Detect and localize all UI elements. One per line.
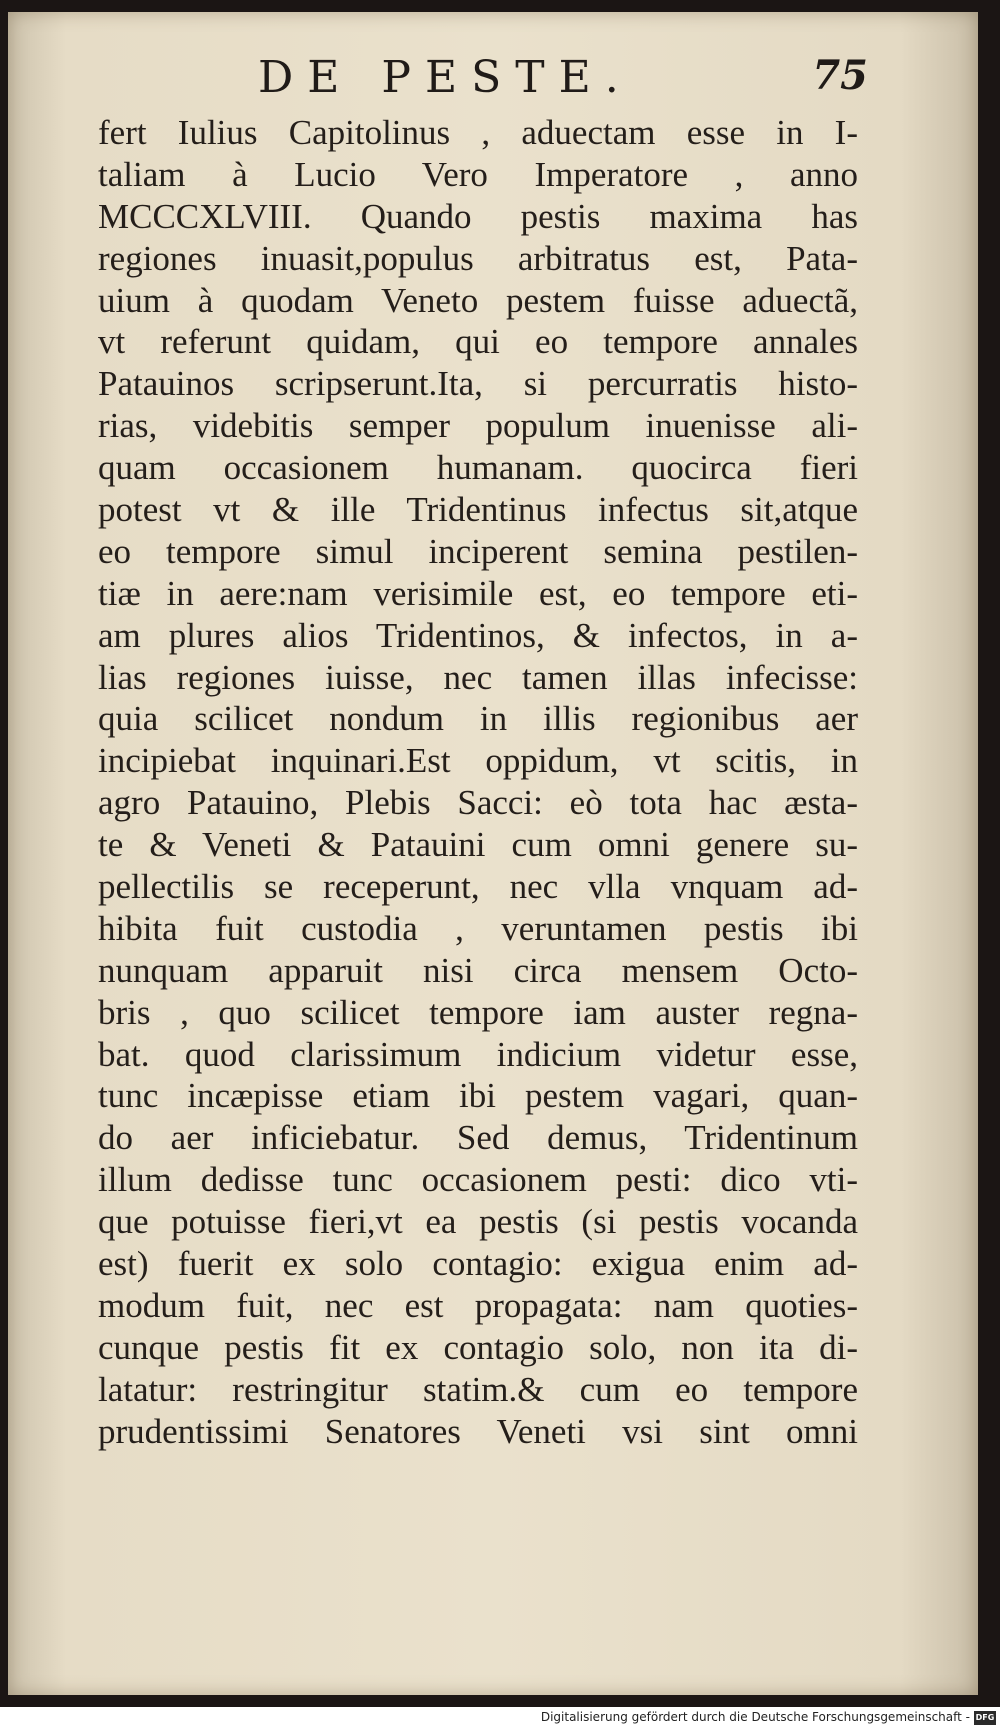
text-line: agro Patauino, Plebis Sacci: eò tota hac æsta- [98, 783, 858, 823]
text-line: prudentissimi Senatores Veneti vsi sint omni [98, 1411, 858, 1451]
text-line: bris , quo scilicet tempore iam auster regna- [98, 992, 858, 1032]
page-number: 75 [812, 52, 868, 99]
text-line: am plures alios Tridentinos, & infectos, in a- [98, 615, 858, 655]
text-line: lias regiones iuisse, nec tamen illas infecisse: [98, 657, 858, 697]
text-line: latatur: restringitur statim.& cum eo tempore [98, 1369, 858, 1409]
text-line: eo tempore simul inciperent semina pestilen- [98, 531, 858, 571]
book-page [8, 12, 978, 1695]
text-line: nunquam apparuit nisi circa mensem Octo- [98, 950, 858, 990]
text-line: hibita fuit custodia , veruntamen pestis ibi [98, 908, 858, 948]
text-line: MCCCXLVIII. Quando pestis maxima has [98, 196, 858, 236]
text-line: regiones inuasit,populus arbitratus est, Pata- [98, 238, 858, 278]
text-line: pellectilis se receperunt, nec vlla vnquam ad- [98, 867, 858, 907]
text-line: quia scilicet nondum in illis regionibus aer [98, 699, 858, 739]
digitization-footer [0, 1707, 1000, 1730]
text-line: te & Veneti & Patauini cum omni genere su- [98, 825, 858, 865]
funding-credit: Digitalisierung gefördert durch die Deutsche Forschungsgemeinschaft - [540, 1710, 970, 1724]
text-line: fert Iulius Capitolinus , aduectam esse in I- [98, 113, 858, 152]
text-line: uium à quodam Veneto pestem fuisse aduectã, [98, 280, 858, 320]
dfg-logo-icon: DFG [974, 1711, 996, 1725]
text-line: bat. quod clarissimum indicium videtur esse, [98, 1034, 858, 1074]
text-line: illum dedisse tunc occasionem pesti: dico vti- [98, 1160, 858, 1200]
text-line: tiæ in aere:nam verisimile est, eo tempore eti- [98, 573, 858, 613]
text-line: modum fuit, nec est propagata: nam quoties- [98, 1285, 858, 1325]
text-line: quam occasionem humanam. quocirca fieri [98, 448, 858, 488]
text-line: Patauinos scripserunt.Ita, si percurratis histo- [98, 364, 858, 404]
text-line: taliam à Lucio Vero Imperatore , anno [98, 154, 858, 194]
text-line: incipiebat inquinari.Est oppidum, vt scitis, in [98, 741, 858, 781]
running-title: DE PESTE. [258, 52, 633, 103]
text-line: vt referunt quidam, qui eo tempore annales [98, 322, 858, 362]
text-line: tunc incæpisse etiam ibi pestem vagari, quan- [98, 1076, 858, 1116]
text-line: est) fuerit ex solo contagio: exigua enim ad- [98, 1244, 858, 1284]
text-line: que potuisse fieri,vt ea pestis (si pestis vocanda [98, 1202, 858, 1242]
page-header [258, 48, 868, 108]
text-line: potest vt & ille Tridentinus infectus sit,atque [98, 490, 858, 530]
text-line: do aer inficiebatur. Sed demus, Tridentinum [98, 1118, 858, 1158]
text-line: cunque pestis fit ex contagio solo, non ita di- [98, 1327, 858, 1367]
text-line: rias, videbitis semper populum inuenisse ali- [98, 406, 858, 446]
body-text [98, 112, 858, 1453]
